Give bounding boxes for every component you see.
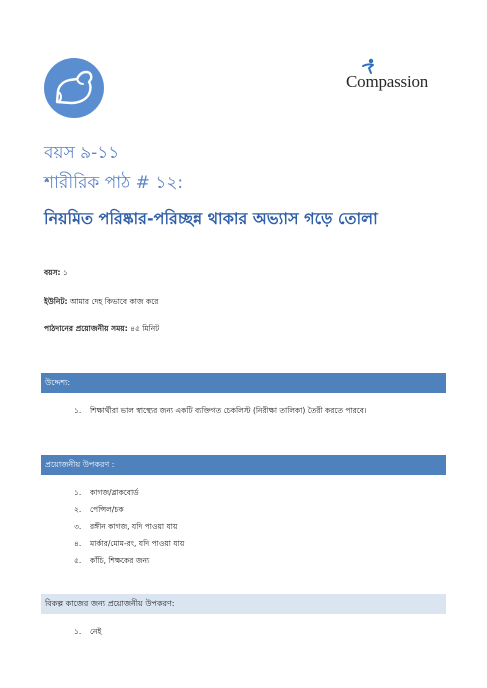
item-number: ২. (74, 505, 82, 514)
lesson-number: শারীরিক পাঠ # ১২: (44, 173, 184, 193)
meta-unit-label: ইউনিট: (44, 297, 68, 306)
item-text: মার্কার/মোম-রং, যদি পাওয়া যায় (90, 539, 185, 548)
meta-age-value: ১ (62, 268, 68, 277)
item-text: কাঁচি, শিক্ষকের জন্য (90, 556, 150, 565)
item-text: শিক্ষার্থীরা ভাল স্বাস্থ্যের জন্য একটি ব্যক্তিগত চেকলিস্ট (নিরীক্ষা তালিকা) তৈরী করতে পারবে। (90, 406, 367, 415)
age-group-title: বয়স ৯-১১ (44, 143, 120, 163)
materials-heading: প্রয়োজনীয় উপকরণ : (41, 455, 446, 475)
meta-unit-value: আমার দেহ কিভাবে কাজ করে (69, 297, 159, 306)
item-number: ১. (74, 627, 82, 636)
brand-name: Compassion (346, 72, 429, 91)
flexed-arm-icon (44, 58, 104, 118)
item-text: নেই (90, 627, 102, 636)
objectives-heading: উদ্দেশ্য: (41, 373, 446, 393)
item-number: ১. (74, 488, 82, 497)
meta-unit (44, 297, 158, 309)
item-number: ৪. (74, 539, 82, 548)
lesson-title: নিয়মিত পরিষ্কার-পরিচ্ছন্ন থাকার অভ্যাস গড়ে তোলা (44, 209, 378, 228)
meta-time-value: ৪৫ মিনিট (130, 324, 160, 333)
item-number: ৩. (74, 522, 82, 531)
alternative-heading: বিকল্প কাজের জন্য প্রয়োজনীয় উপকরণ: (41, 594, 446, 614)
item-number: ১. (74, 406, 82, 415)
item-text: পেন্সিল/চক (90, 505, 124, 514)
meta-age (44, 268, 68, 280)
item-text: রঙ্গীন কাগজ, যদি পাওয়া যায় (90, 522, 178, 531)
meta-age-label: বয়স: (44, 268, 61, 277)
item-text: কাগজ/ব্লাকবোর্ড (90, 488, 139, 497)
lesson-badge (44, 58, 104, 118)
compassion-logo (346, 58, 446, 94)
meta-time (44, 324, 159, 336)
item-number: ৫. (74, 556, 82, 565)
meta-time-label: পাঠদানের প্রয়োজনীয় সময়: (44, 324, 128, 333)
